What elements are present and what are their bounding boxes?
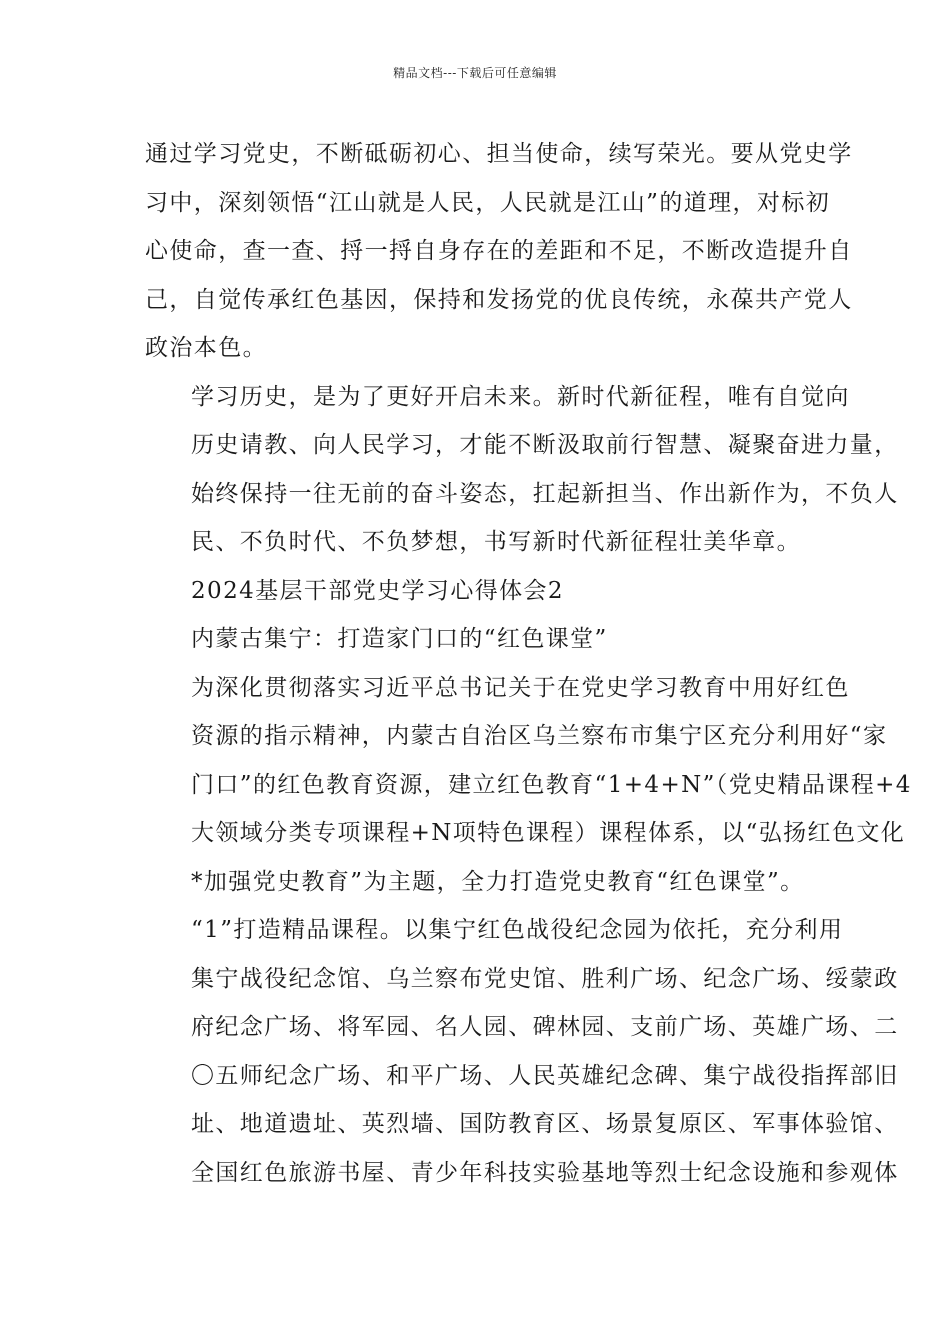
- text-line: 〇五师纪念广场、和平广场、人民英雄纪念碑、集宁战役指挥部旧: [191, 1062, 899, 1089]
- text-line: 心使命，查一查、捋一捋自身存在的差距和不足，不断改造提升自: [145, 238, 853, 264]
- text-line: “1”打造精品课程。以集宁红色战役纪念园为依托，充分利用: [191, 917, 844, 943]
- text-line: 全国红色旅游书屋、青少年科技实验基地等烈士纪念设施和参观体: [191, 1159, 899, 1186]
- article-title: [145, 615, 815, 664]
- paragraph: [145, 906, 899, 1197]
- text-line: *加强党史教育”为主题，全力打造党史教育“红色课堂”。: [191, 868, 805, 895]
- text-line: 大领域分类专项课程+N项特色课程）课程体系，以“弘扬红色文化: [191, 820, 906, 846]
- text-line: 门口”的红色教育资源，建立红色教育“1+4+N”（党史精品课程+4: [191, 771, 912, 798]
- text-line: 习中，深刻领悟“江山就是人民，人民就是江山”的道理，对标初: [145, 189, 831, 216]
- text-line: 2024基层干部党史学习心得体会2: [191, 577, 564, 604]
- page-header: 精品文档---下载后可任意编辑: [393, 66, 557, 80]
- text-line: 己，自觉传承红色基因，保持和发扬党的优良传统，永葆共产党人: [145, 286, 853, 313]
- text-line: 内蒙古集宁：打造家门口的“红色课堂”: [191, 626, 608, 652]
- paragraph: [145, 130, 853, 373]
- paragraph: [145, 664, 912, 907]
- text-line: 学习历史，是为了更好开启未来。新时代新征程，唯有自觉向: [191, 383, 850, 410]
- text-line: 始终保持一往无前的奋斗姿态，扛起新担当、作出新作为，不负人: [191, 480, 899, 507]
- text-line: 通过学习党史，不断砥砺初心、担当使命，续写荣光。要从党史学: [145, 141, 853, 167]
- section-title: [145, 567, 815, 616]
- paragraph: [145, 373, 899, 567]
- text-line: 为深化贯彻落实习近平总书记关于在党史学习教育中用好红色: [191, 674, 850, 701]
- text-line: 民、不负时代、不负梦想，书写新时代新征程壮美华章。: [191, 529, 801, 555]
- text-line: 府纪念广场、将军园、名人园、碑林园、支前广场、英雄广场、二: [191, 1014, 899, 1040]
- text-line: 历史请教、向人民学习，才能不断汲取前行智慧、凝聚奋进力量，: [191, 432, 899, 458]
- text-line: 资源的指示精神，内蒙古自治区乌兰察布市集宁区充分利用好“家: [191, 723, 888, 749]
- document-body: [145, 130, 912, 1197]
- text-line: 址、地道遗址、英烈墙、国防教育区、场景复原区、军事体验馆、: [191, 1111, 899, 1137]
- text-line: 集宁战役纪念馆、乌兰察布党史馆、胜利广场、纪念广场、绥蒙政: [191, 965, 899, 992]
- text-line: 政治本色。: [145, 335, 267, 361]
